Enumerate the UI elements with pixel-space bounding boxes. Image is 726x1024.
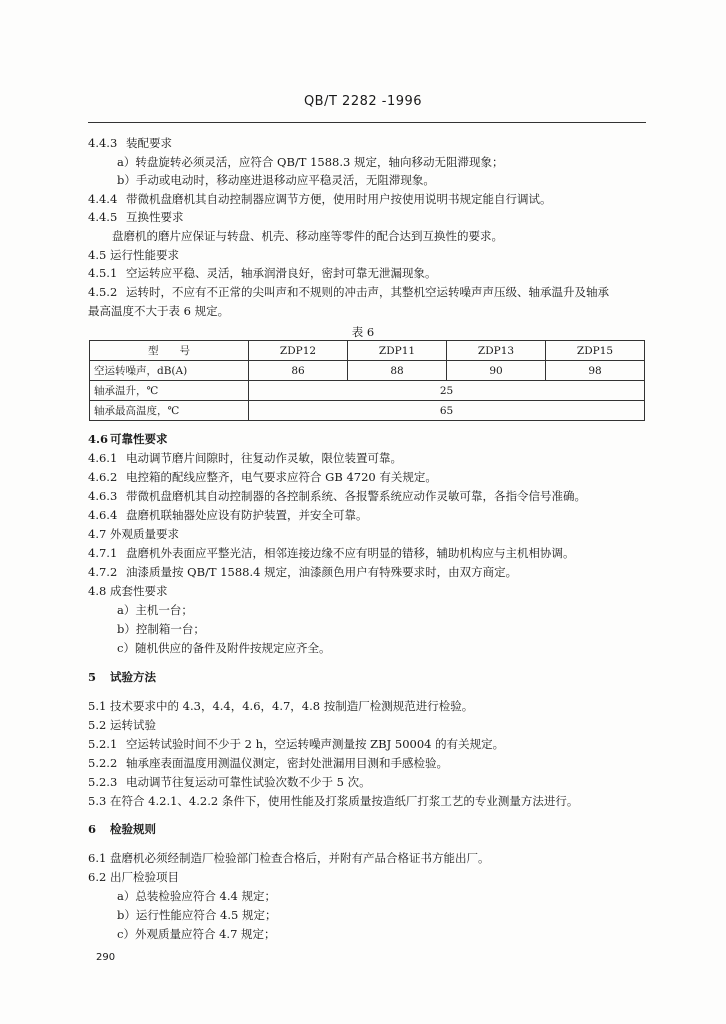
- table-cell: 98: [546, 361, 645, 381]
- paragraph-continuation: 最高温度不大于表 6 规定。: [88, 304, 230, 318]
- table-row: [90, 361, 645, 381]
- table-cell: 86: [249, 361, 348, 381]
- list-item: b）运行性能应符合 4.5 规定；: [117, 908, 277, 922]
- table-cell: 88: [348, 361, 447, 381]
- clause-4-6-4: 4.6.4 盘磨机联轴器处应设有防护装置，并安全可靠。: [88, 508, 368, 522]
- clause-6-2: 6.2 出厂检验项目: [88, 870, 179, 884]
- clause-4-6-2: 4.6.2 电控箱的配线应整齐，电气要求应符合 GB 4720 有关规定。: [88, 470, 437, 484]
- clause-5-3: 5.3 在符合 4.2.1、4.2.2 条件下，使用性能及打浆质量按造纸厂打浆工艺的专业测量方法进行。: [88, 794, 579, 808]
- table-cell: 25: [249, 381, 645, 401]
- list-item: a）总装检验应符合 4.4 规定；: [117, 889, 276, 903]
- clause-4-4-5: 4.4.5 互换性要求: [88, 210, 184, 224]
- clause-4-7-1: 4.7.1 盘磨机外表面应平整光洁，相邻连接边缘不应有明显的错移，辅助机构应与主机相协调。: [88, 546, 575, 560]
- clause-5-2-3: 5.2.3 电动调节往复运动可靠性试验次数不少于 5 次。: [88, 775, 371, 789]
- clause-4-5-2: 4.5.2 运转时，不应有不正常的尖叫声和不规则的冲击声，其整机空运转噪声声压级、轴承温升及轴承: [88, 285, 609, 299]
- clause-4-8: 4.8 成套性要求: [88, 584, 168, 598]
- section-5: 5 试验方法: [88, 670, 156, 684]
- table-cell: 65: [249, 401, 645, 421]
- table-6: [89, 340, 645, 421]
- clause-4-5: 4.5 运行性能要求: [88, 248, 179, 262]
- table-row: [90, 381, 645, 401]
- document-header: QB/T 2282 -1996: [303, 94, 423, 109]
- table-header-row: [90, 341, 645, 361]
- clause-6-1: 6.1 盘磨机必须经制造厂检验部门检查合格后，并附有产品合格证书方能出厂。: [88, 851, 490, 865]
- row-label: 轴承最高温度，℃: [90, 401, 249, 421]
- paragraph: 盘磨机的磨片应保证与转盘、机壳、移动座等零件的配合达到互换性的要求。: [112, 229, 503, 243]
- clause-5-2: 5.2 运转试验: [88, 718, 156, 732]
- list-item: b）手动或电动时，移动座进退移动应平稳灵活，无阻滞现象。: [117, 173, 435, 187]
- table-header-cell: ZDP13: [447, 341, 546, 361]
- clause-4-4-4: 4.4.4 带微机盘磨机其自动控制器应调节方便，使用时用户按使用说明书规定能自行调试。: [88, 192, 552, 206]
- page-number: 290: [96, 952, 116, 963]
- table-header-label: 型 号: [90, 341, 249, 361]
- clause-5-2-2: 5.2.2 轴承座表面温度用测温仪测定，密封处泄漏用目测和手感检验。: [88, 756, 448, 770]
- list-item: a）转盘旋转必须灵活，应符合 QB/T 1588.3 规定，轴向移动无阻滞现象；: [117, 155, 504, 169]
- clause-4-7: 4.7 外观质量要求: [88, 527, 179, 541]
- table-header-cell: ZDP15: [546, 341, 645, 361]
- list-item: c）外观质量应符合 4.7 规定；: [117, 927, 276, 941]
- list-item: c）随机供应的备件及附件按规定应齐全。: [117, 641, 331, 655]
- clause-4-6: 4.6 可靠性要求: [88, 432, 168, 446]
- row-label: 轴承温升，℃: [90, 381, 249, 401]
- row-label: 空运转噪声，dB(A): [90, 361, 249, 381]
- clause-4-7-2: 4.7.2 油漆质量按 QB/T 1588.4 规定，油漆颜色用户有特殊要求时，由双方商定。: [88, 565, 518, 579]
- clause-4-4-3: 4.4.3 装配要求: [88, 136, 172, 150]
- table-caption: 表 6: [351, 325, 375, 339]
- list-item: b）控制箱一台；: [117, 622, 205, 636]
- clause-5-2-1: 5.2.1 空运转试验时间不少于 2 h，空运转噪声测量按 ZBJ 50004 的有关规定。: [88, 737, 505, 751]
- clause-4-6-1: 4.6.1 电动调节磨片间隙时，往复动作灵敏，限位装置可靠。: [88, 451, 402, 465]
- table-row: [90, 401, 645, 421]
- table-cell: 90: [447, 361, 546, 381]
- table-header-cell: ZDP12: [249, 341, 348, 361]
- clause-5-1: 5.1 技术要求中的 4.3，4.4，4.6，4.7，4.8 按制造厂检测规范进行检验。: [88, 699, 474, 713]
- header-rule: [88, 122, 646, 123]
- section-6: 6 检验规则: [88, 822, 156, 836]
- clause-4-6-3: 4.6.3 带微机盘磨机其自动控制器的各控制系统、各报警系统应动作灵敏可靠，各指令信号准确。: [88, 489, 586, 503]
- clause-4-5-1: 4.5.1 空运转应平稳、灵活，轴承润滑良好，密封可靠无泄漏现象。: [88, 266, 437, 280]
- list-item: a）主机一台；: [117, 603, 193, 617]
- table-header-cell: ZDP11: [348, 341, 447, 361]
